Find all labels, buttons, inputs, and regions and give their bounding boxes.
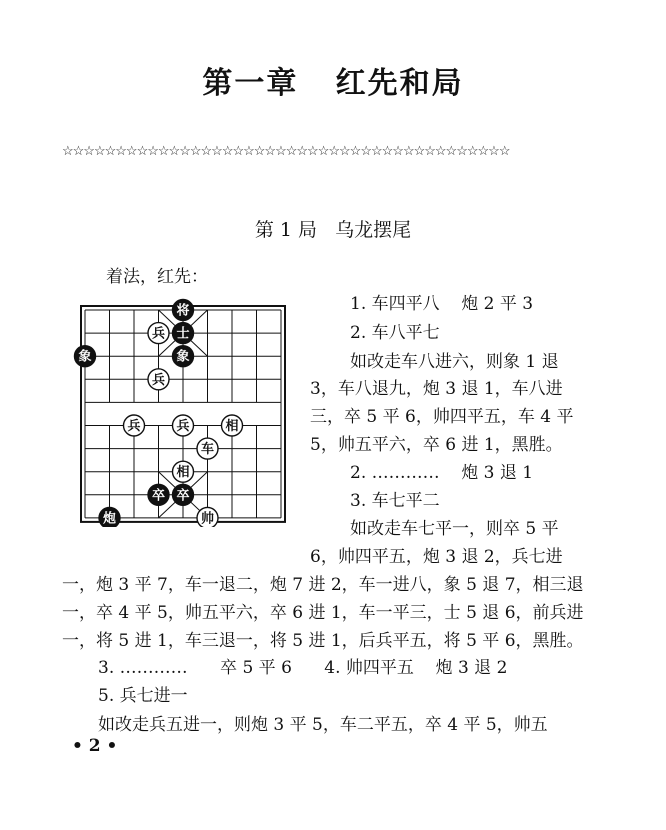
move-line-1: 1. 车四平八 炮 2 平 3	[350, 294, 534, 314]
move-line-2: 2. 车八平七	[350, 323, 440, 343]
move-line-12: 一，卒 4 平 5，帅五平六，卒 6 进 1，车一平三，士 5 退 6，前兵进	[62, 603, 584, 623]
piece-black	[173, 323, 194, 344]
move-line-14: 3. ………… 卒 5 平 6 4. 帅四平五 炮 3 退 2	[98, 658, 508, 678]
move-line-13: 一，将 5 进 1，车三退一，将 5 进 1，后兵平五，将 5 平 6，黑胜。	[62, 631, 584, 651]
piece-label: 将	[176, 303, 190, 319]
piece-red	[173, 415, 194, 436]
piece-label: 相	[225, 419, 239, 434]
move-line-3: 如改走车八进六，则象 1 退	[350, 352, 559, 372]
piece-label: 兵	[127, 419, 141, 434]
board-diagram	[70, 297, 310, 527]
move-line-6: 5，帅五平六，卒 6 进 1，黑胜。	[310, 435, 563, 455]
piece-label: 车	[200, 442, 215, 458]
piece-red	[222, 415, 243, 436]
intro-text: 着法，红先：	[106, 267, 208, 287]
piece-label: 卒	[151, 488, 166, 504]
move-line-9: 如改走车七平一，则卒 5 平	[350, 519, 559, 539]
ornament-divider: ☆☆☆☆☆☆☆☆☆☆☆☆☆☆☆☆☆☆☆☆☆☆☆☆☆☆☆☆☆☆☆☆☆☆☆☆☆☆☆☆☆☆	[62, 144, 510, 159]
piece-label: 兵	[176, 419, 190, 434]
piece-red	[124, 415, 145, 436]
piece-red	[197, 438, 218, 459]
piece-red	[148, 323, 169, 344]
game-title: 第 1 局 乌龙摆尾	[254, 219, 412, 241]
chapter-title: 第一章 红先和局	[202, 66, 464, 101]
piece-label: 兵	[151, 326, 166, 342]
move-line-10: 6，帅四平五，炮 3 退 2，兵七进	[310, 547, 563, 567]
piece-label: 象	[78, 349, 92, 365]
piece-black	[148, 484, 169, 505]
move-line-15: 5. 兵七进一	[98, 686, 188, 706]
move-line-4: 3，车八退九，炮 3 退 1，车八进	[310, 379, 563, 399]
move-line-5: 三，卒 5 平 6，帅四平五，车 4 平	[310, 407, 574, 427]
piece-label: 炮	[102, 511, 117, 527]
move-line-16: 如改走兵五进一，则炮 3 平 5，车二平五，卒 4 平 5，帅五	[98, 715, 548, 735]
move-line-7: 2. ………… 炮 3 退 1	[350, 463, 534, 483]
piece-red	[148, 369, 169, 390]
piece-label: 兵	[151, 372, 166, 388]
piece-black	[173, 484, 194, 505]
piece-label: 士	[176, 326, 190, 342]
piece-label: 卒	[176, 488, 190, 504]
xiangqi-board	[70, 297, 310, 527]
page-number: • 2 •	[72, 736, 118, 756]
piece-label: 帅	[200, 511, 215, 527]
piece-red	[173, 461, 194, 482]
piece-black	[75, 346, 96, 367]
move-line-11: 一，炮 3 平 7，车一退二，炮 7 进 2，车一进八，象 5 退 7，相三退	[62, 575, 584, 595]
piece-red	[197, 507, 218, 527]
piece-label: 象	[176, 349, 190, 365]
piece-black	[99, 507, 120, 527]
move-line-8: 3. 车七平二	[350, 491, 440, 511]
piece-black	[173, 300, 194, 321]
piece-black	[173, 346, 194, 367]
piece-label: 相	[176, 465, 190, 481]
